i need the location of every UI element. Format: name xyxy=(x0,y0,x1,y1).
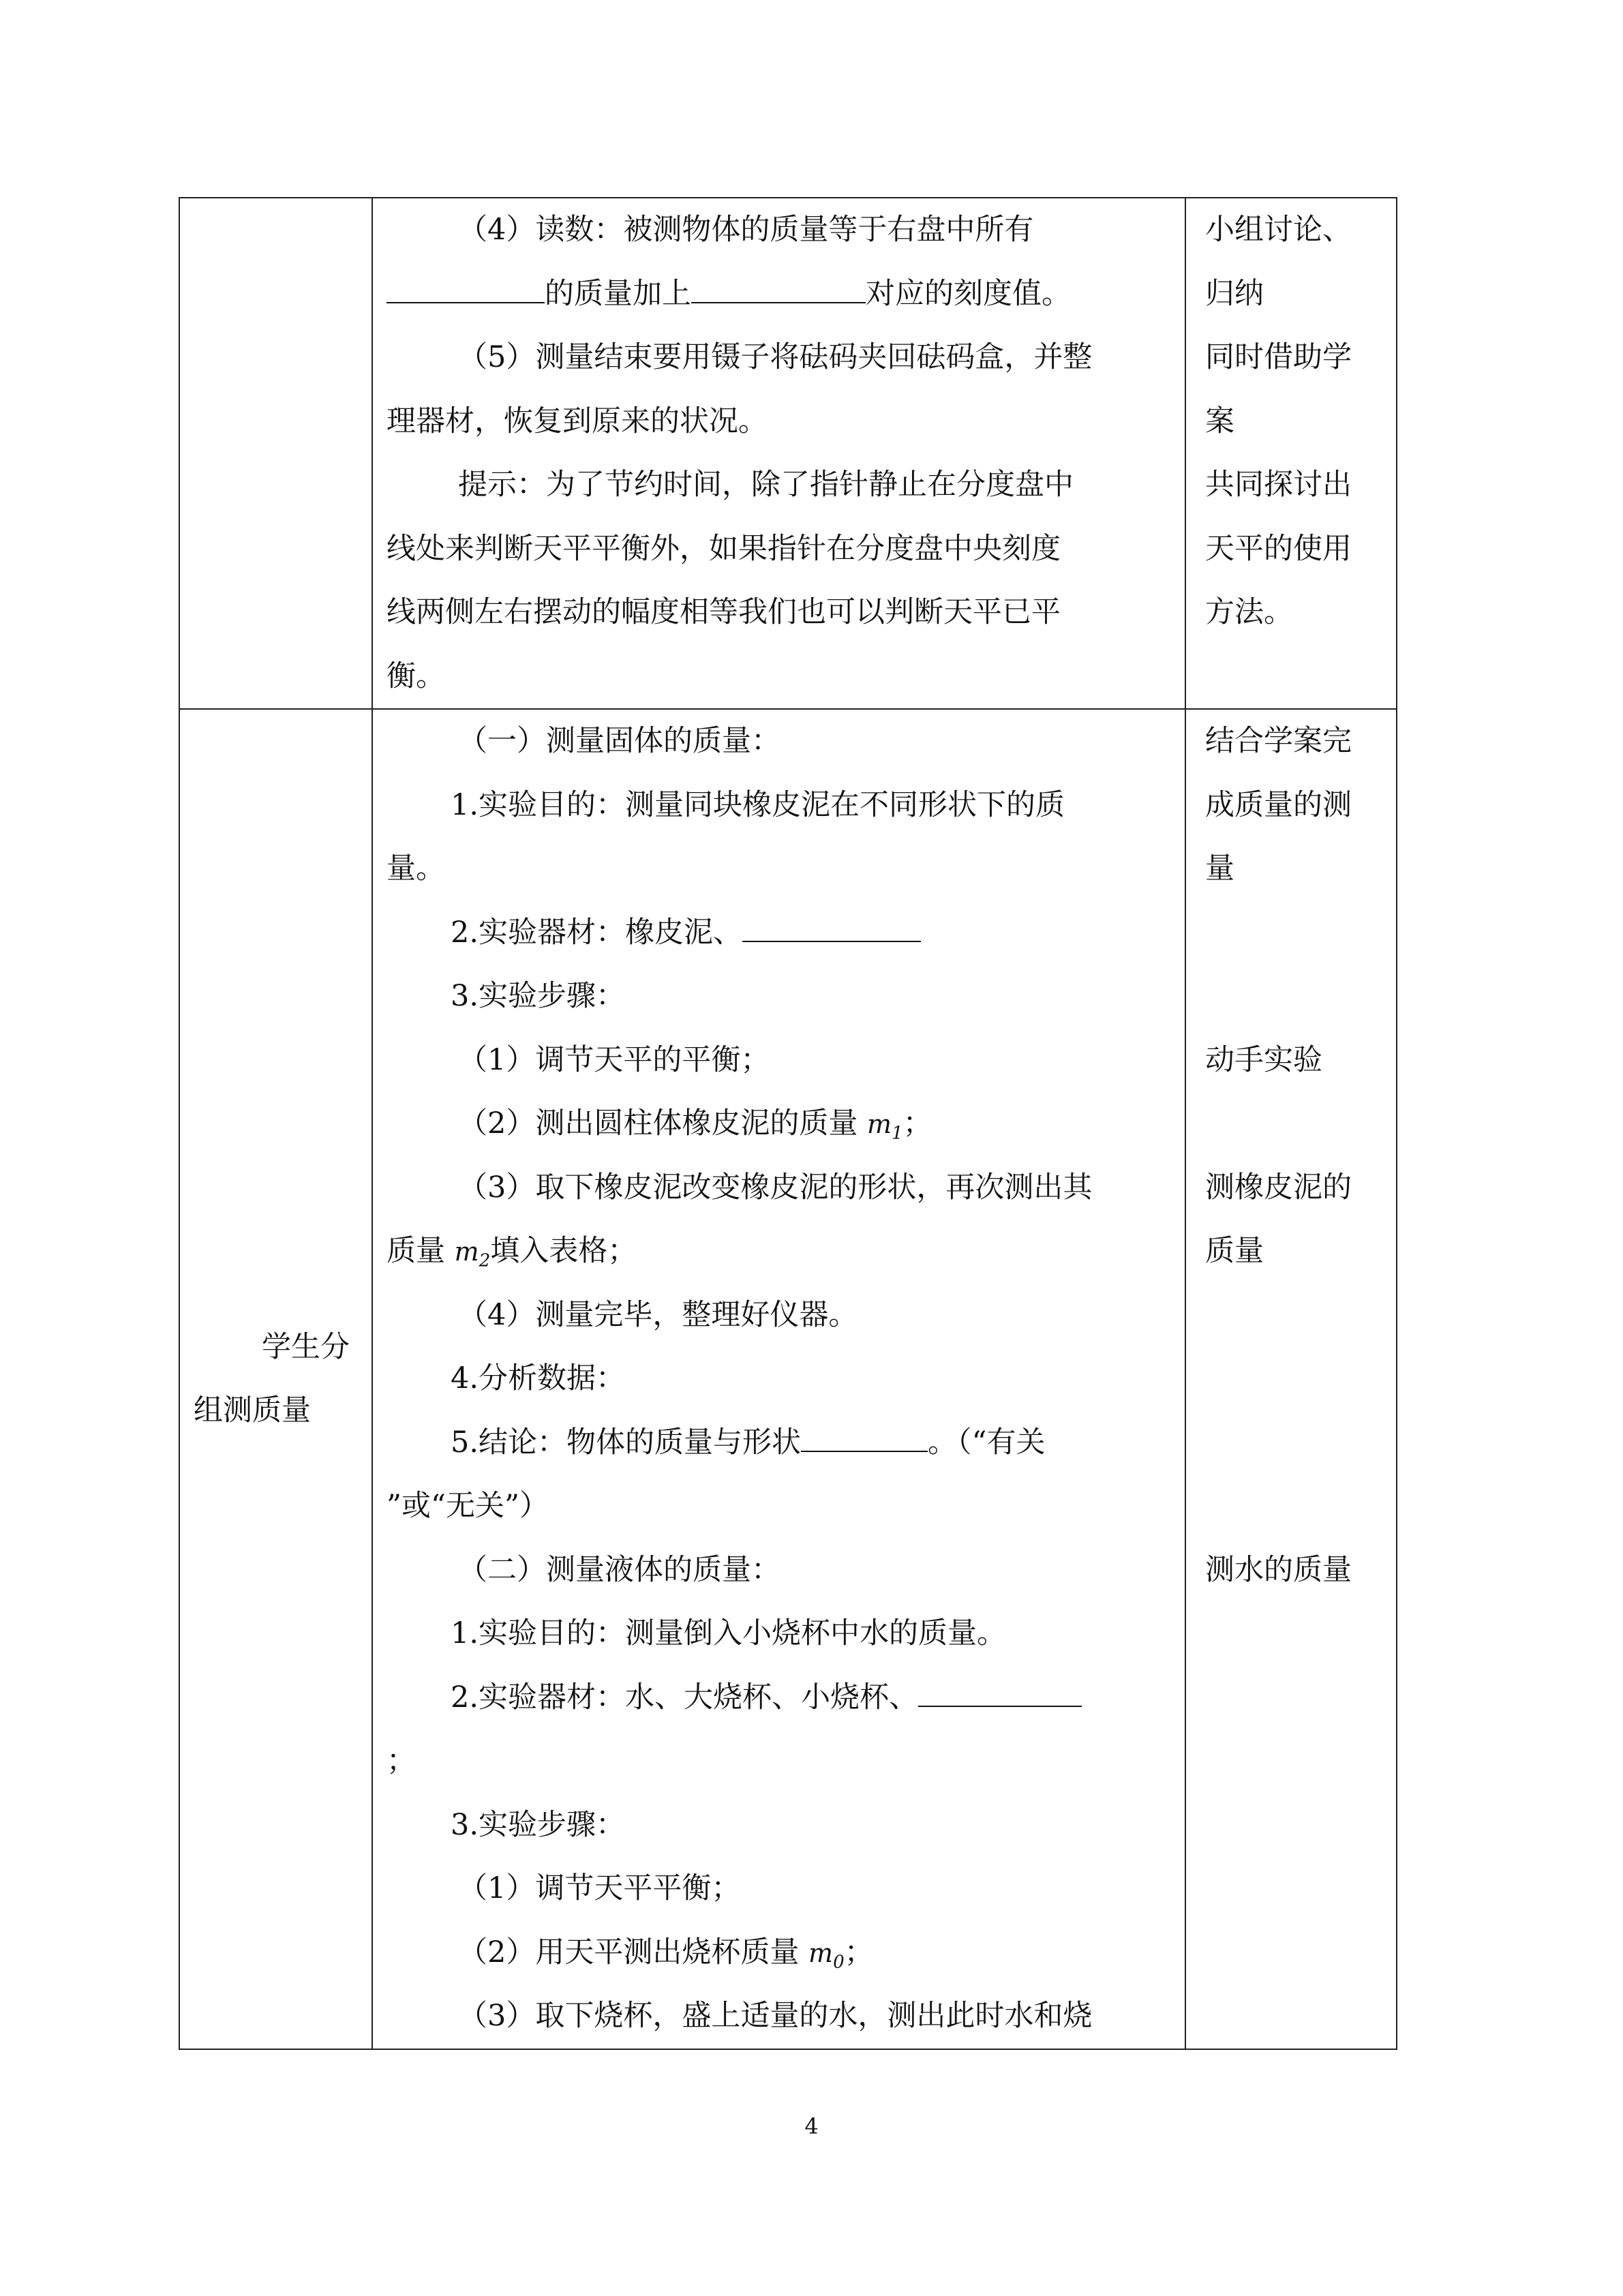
text-line: 3.实验步骤： xyxy=(451,1807,626,1842)
text-line: （1）调节天平的平衡； xyxy=(458,1042,770,1077)
note-spacer xyxy=(1186,1284,1396,1348)
math-variable: $m_2$ xyxy=(454,1237,491,1271)
empty-label-cell xyxy=(179,198,372,709)
note-spacer xyxy=(1186,1475,1396,1539)
text-line: 3.实验步骤： xyxy=(451,979,626,1013)
text-line: （2）测出圆柱体橡皮泥的质量 $m_1$； xyxy=(458,1106,932,1144)
text-line: （4）读数：被测物体的质量等于右盘中所有 xyxy=(458,213,1034,247)
note-line: 归纳 xyxy=(1205,276,1264,311)
fill-blank xyxy=(742,916,921,942)
text-line: （3）取下烧杯，盛上适量的水，测出此时水和烧 xyxy=(458,1999,1093,2033)
text-line: ”或“无关”） xyxy=(386,1489,549,1523)
text-line: （2）用天平测出烧杯质量 $m_0$； xyxy=(458,1935,874,1973)
notes-cell xyxy=(1185,198,1397,709)
note-spacer xyxy=(1186,1347,1396,1411)
text-line: ； xyxy=(386,1744,416,1778)
text-line: （4）测量完毕，整理好仪器。 xyxy=(458,1297,858,1332)
note-spacer xyxy=(1186,1092,1396,1156)
fill-blank xyxy=(691,277,866,303)
section-label-cell xyxy=(179,709,372,2049)
text-line: 4.分析数据： xyxy=(451,1361,626,1395)
text-line: 理器材，恢复到原来的状况。 xyxy=(386,404,768,438)
page-number: 4 xyxy=(804,2113,819,2139)
text-line: （5）测量结束要用镊子将砝码夹回砝码盒，并整 xyxy=(458,340,1093,374)
text-line: 2.实验器材：橡皮泥、 xyxy=(373,901,1185,965)
lesson-plan-table xyxy=(179,197,1397,2050)
table-row xyxy=(179,198,1397,709)
text-line: 1.实验目的：测量同块橡皮泥在不同形状下的质 xyxy=(451,787,1065,822)
note-line: 质量 xyxy=(1205,1234,1264,1268)
note-line: 动手实验 xyxy=(1205,1042,1322,1077)
note-line: 共同探讨出 xyxy=(1205,468,1352,502)
procedure-cell xyxy=(372,198,1185,709)
math-variable: $m_0$ xyxy=(808,1937,845,1973)
table-row xyxy=(179,709,1397,2049)
text-line: 线处来判断天平平衡外，如果指针在分度盘中央刻度 xyxy=(386,531,1061,566)
note-line: 天平的使用 xyxy=(1205,531,1352,566)
text-line: 衡。 xyxy=(386,659,445,693)
text-line: 线两侧左右摆动的幅度相等我们也可以判断天平已平 xyxy=(386,595,1061,629)
section-label-line: 组测质量 xyxy=(194,1393,311,1428)
text-line: 2.实验器材：水、大烧杯、小烧杯、 xyxy=(373,1666,1185,1730)
text-line: （一）测量固体的质量： xyxy=(458,724,780,758)
fill-blank xyxy=(918,1681,1082,1707)
note-line: 测橡皮泥的 xyxy=(1205,1170,1352,1205)
note-line: 方法。 xyxy=(1205,595,1293,629)
text-line: （1）调节天平平衡； xyxy=(458,1871,741,1905)
note-spacer xyxy=(1186,901,1396,965)
fill-blank xyxy=(386,277,545,303)
fill-blank xyxy=(801,1426,928,1452)
text-line: 的质量加上 对应的刻度值。 xyxy=(373,262,1185,327)
text-line: 提示：为了节约时间，除了指针静止在分度盘中 xyxy=(458,468,1074,502)
note-spacer xyxy=(1186,1411,1396,1475)
text-line: 5.结论：物体的质量与形状 。（“有关 xyxy=(451,1425,1046,1460)
note-line: 量 xyxy=(1205,851,1234,886)
text-line: （3）取下橡皮泥改变橡皮泥的形状，再次测出其 xyxy=(458,1170,1093,1205)
section-label-line: 学生分 xyxy=(262,1329,350,1364)
experiment-cell xyxy=(372,709,1185,2049)
note-line: 案 xyxy=(1205,404,1234,438)
math-variable: $m_1$ xyxy=(867,1109,903,1144)
note-line: 结合学案完 xyxy=(1205,724,1352,758)
text-line: 量。 xyxy=(386,851,445,886)
note-line: 小组讨论、 xyxy=(1205,213,1352,247)
note-line: 测水的质量 xyxy=(1205,1552,1352,1587)
note-line: 同时借助学 xyxy=(1205,340,1352,374)
note-spacer xyxy=(1186,965,1396,1029)
note-line: 成质量的测 xyxy=(1205,787,1352,822)
text-line: （二）测量液体的质量： xyxy=(458,1552,780,1587)
text-line: 质量 $m_2$填入表格； xyxy=(386,1234,637,1271)
text-line: 1.实验目的：测量倒入小烧杯中水的质量。 xyxy=(451,1616,1007,1650)
notes-cell xyxy=(1185,709,1397,2049)
